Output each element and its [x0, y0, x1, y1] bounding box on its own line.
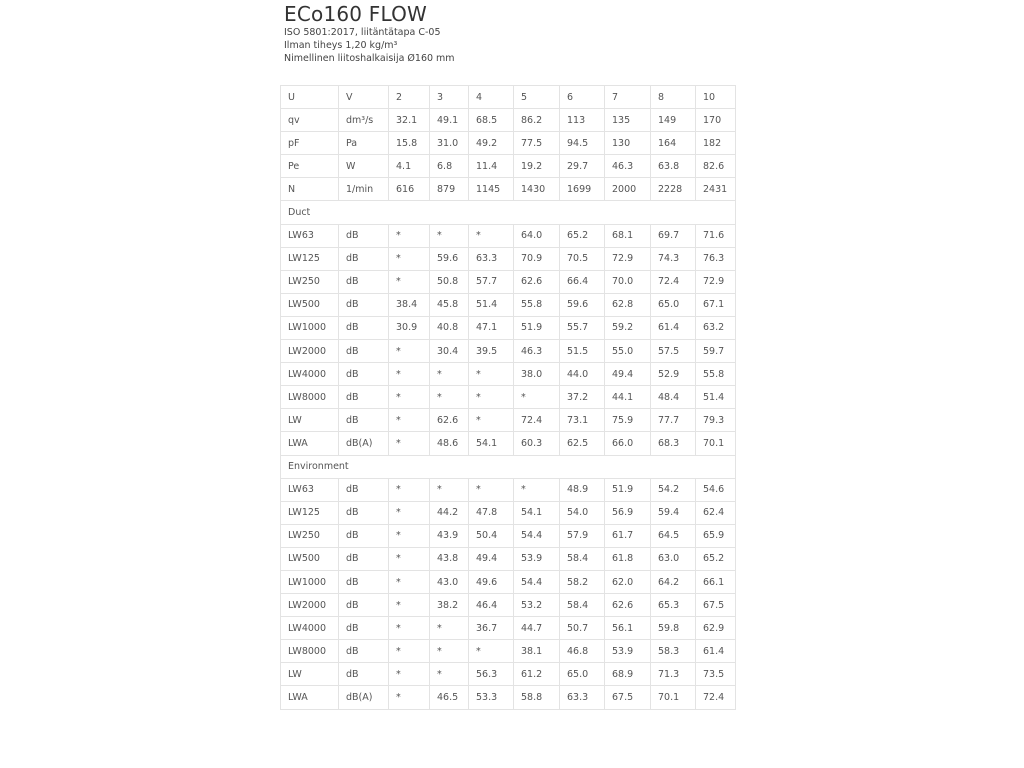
table-cell: LW4000	[281, 363, 339, 386]
header-cell: V	[339, 86, 389, 109]
table-row	[281, 316, 736, 339]
table-row	[281, 570, 736, 593]
table-row	[281, 155, 736, 178]
table-cell: dB	[339, 340, 389, 363]
table-row	[281, 224, 736, 247]
table-cell: 46.5	[430, 686, 469, 709]
table-cell: 59.2	[605, 316, 651, 339]
table-cell: 72.4	[696, 686, 736, 709]
table-cell: *	[389, 386, 430, 409]
table-cell: dB	[339, 547, 389, 570]
table-cell: 130	[605, 132, 651, 155]
performance-table-body	[281, 86, 736, 710]
table-cell: 65.2	[560, 224, 605, 247]
table-cell: 43.0	[430, 570, 469, 593]
table-cell: dB	[339, 617, 389, 640]
table-cell: 65.0	[651, 293, 696, 316]
table-cell: 15.8	[389, 132, 430, 155]
table-cell: 2228	[651, 178, 696, 201]
table-cell: 62.6	[430, 409, 469, 432]
table-cell: LW125	[281, 247, 339, 270]
table-row	[281, 617, 736, 640]
table-cell: 56.3	[469, 663, 514, 686]
table-cell: 30.9	[389, 316, 430, 339]
table-cell: 49.2	[469, 132, 514, 155]
section-label-environment: Environment	[281, 455, 736, 478]
table-cell: 63.2	[696, 316, 736, 339]
table-row	[281, 663, 736, 686]
section-label-duct: Duct	[281, 201, 736, 224]
product-title: ECo160 FLOW	[284, 2, 428, 26]
table-cell: dB	[339, 270, 389, 293]
table-cell: 50.8	[430, 270, 469, 293]
table-cell: 64.0	[514, 224, 560, 247]
table-cell: *	[389, 663, 430, 686]
table-cell: dB(A)	[339, 432, 389, 455]
table-row	[281, 386, 736, 409]
table-cell: LW	[281, 663, 339, 686]
table-cell: 50.7	[560, 617, 605, 640]
table-cell: *	[389, 570, 430, 593]
table-cell: *	[514, 478, 560, 501]
table-cell: 30.4	[430, 340, 469, 363]
table-row	[281, 270, 736, 293]
table-cell: 58.4	[560, 547, 605, 570]
table-cell: *	[389, 501, 430, 524]
table-cell: 1/min	[339, 178, 389, 201]
table-row	[281, 432, 736, 455]
table-cell: 72.9	[696, 270, 736, 293]
table-cell: 59.6	[430, 247, 469, 270]
table-cell: 71.6	[696, 224, 736, 247]
table-cell: 51.9	[605, 478, 651, 501]
table-cell: *	[469, 409, 514, 432]
table-cell: 1430	[514, 178, 560, 201]
table-cell: 43.9	[430, 524, 469, 547]
table-cell: 58.4	[560, 594, 605, 617]
table-cell: 61.4	[696, 640, 736, 663]
table-cell: 54.2	[651, 478, 696, 501]
table-cell: 51.4	[469, 293, 514, 316]
header-cell: 7	[605, 86, 651, 109]
table-cell: 46.3	[605, 155, 651, 178]
table-cell: 4.1	[389, 155, 430, 178]
table-cell: *	[389, 270, 430, 293]
table-cell: 70.1	[696, 432, 736, 455]
table-cell: *	[389, 594, 430, 617]
table-cell: 53.9	[605, 640, 651, 663]
performance-table	[280, 85, 736, 710]
table-cell: 1699	[560, 178, 605, 201]
table-cell: *	[389, 640, 430, 663]
table-cell: 73.5	[696, 663, 736, 686]
table-cell: 54.4	[514, 570, 560, 593]
table-cell: *	[469, 386, 514, 409]
table-cell: *	[389, 432, 430, 455]
table-cell: 86.2	[514, 109, 560, 132]
table-cell: dB	[339, 501, 389, 524]
table-row	[281, 293, 736, 316]
table-cell: 44.2	[430, 501, 469, 524]
table-row	[281, 524, 736, 547]
table-cell: pF	[281, 132, 339, 155]
table-cell: 94.5	[560, 132, 605, 155]
table-cell: 62.5	[560, 432, 605, 455]
table-cell: 60.3	[514, 432, 560, 455]
table-cell: 29.7	[560, 155, 605, 178]
table-cell: 71.3	[651, 663, 696, 686]
table-cell: 149	[651, 109, 696, 132]
table-cell: 53.9	[514, 547, 560, 570]
table-cell: 58.2	[560, 570, 605, 593]
table-cell: 38.2	[430, 594, 469, 617]
table-cell: 36.7	[469, 617, 514, 640]
table-cell: 58.8	[514, 686, 560, 709]
table-cell: 61.8	[605, 547, 651, 570]
table-cell: 48.4	[651, 386, 696, 409]
table-cell: 69.7	[651, 224, 696, 247]
table-cell: *	[389, 686, 430, 709]
table-cell: 65.3	[651, 594, 696, 617]
table-cell: 46.8	[560, 640, 605, 663]
table-cell: dm³/s	[339, 109, 389, 132]
table-cell: 62.6	[605, 594, 651, 617]
table-cell: LW125	[281, 501, 339, 524]
table-cell: 82.6	[696, 155, 736, 178]
table-cell: 49.1	[430, 109, 469, 132]
table-cell: W	[339, 155, 389, 178]
table-cell: 2431	[696, 178, 736, 201]
table-header-row	[281, 86, 736, 109]
table-cell: 76.3	[696, 247, 736, 270]
table-cell: 66.4	[560, 270, 605, 293]
table-cell: 50.4	[469, 524, 514, 547]
header-cell: 8	[651, 86, 696, 109]
table-cell: 65.9	[696, 524, 736, 547]
header-cell: U	[281, 86, 339, 109]
table-cell: qv	[281, 109, 339, 132]
table-cell: LWA	[281, 432, 339, 455]
table-cell: *	[389, 363, 430, 386]
table-row	[281, 109, 736, 132]
table-cell: 67.5	[605, 686, 651, 709]
table-cell: *	[469, 363, 514, 386]
table-cell: 51.5	[560, 340, 605, 363]
table-cell: dB	[339, 478, 389, 501]
table-cell: 38.4	[389, 293, 430, 316]
table-cell: 53.3	[469, 686, 514, 709]
table-cell: dB	[339, 594, 389, 617]
table-row	[281, 686, 736, 709]
table-cell: 57.5	[651, 340, 696, 363]
table-cell: 62.4	[696, 501, 736, 524]
table-cell: N	[281, 178, 339, 201]
table-row	[281, 363, 736, 386]
table-cell: 70.1	[651, 686, 696, 709]
table-cell: dB	[339, 663, 389, 686]
header-cell: 6	[560, 86, 605, 109]
table-cell: dB	[339, 570, 389, 593]
table-cell: *	[389, 247, 430, 270]
table-cell: LW8000	[281, 640, 339, 663]
table-cell: 54.1	[469, 432, 514, 455]
table-cell: 61.2	[514, 663, 560, 686]
table-cell: 1145	[469, 178, 514, 201]
table-cell: LW8000	[281, 386, 339, 409]
table-cell: 72.4	[514, 409, 560, 432]
table-cell: 49.4	[605, 363, 651, 386]
table-cell: Pa	[339, 132, 389, 155]
table-cell: 68.5	[469, 109, 514, 132]
table-cell: 11.4	[469, 155, 514, 178]
table-cell: 62.9	[696, 617, 736, 640]
table-cell: 72.4	[651, 270, 696, 293]
table-cell: 55.0	[605, 340, 651, 363]
table-cell: *	[430, 478, 469, 501]
table-cell: 19.2	[514, 155, 560, 178]
table-cell: 70.0	[605, 270, 651, 293]
table-cell: 135	[605, 109, 651, 132]
table-cell: *	[469, 640, 514, 663]
table-cell: 63.8	[651, 155, 696, 178]
table-cell: 2000	[605, 178, 651, 201]
table-cell: Pe	[281, 155, 339, 178]
table-cell: 113	[560, 109, 605, 132]
table-cell: 54.0	[560, 501, 605, 524]
table-cell: 51.4	[696, 386, 736, 409]
table-cell: LW2000	[281, 340, 339, 363]
table-cell: 49.6	[469, 570, 514, 593]
table-cell: 77.5	[514, 132, 560, 155]
table-cell: LW1000	[281, 316, 339, 339]
table-cell: 37.2	[560, 386, 605, 409]
table-cell: 879	[430, 178, 469, 201]
table-cell: *	[430, 224, 469, 247]
table-cell: 46.4	[469, 594, 514, 617]
table-cell: 61.7	[605, 524, 651, 547]
table-cell: 170	[696, 109, 736, 132]
table-cell: LW250	[281, 270, 339, 293]
table-cell: 64.2	[651, 570, 696, 593]
header-cell: 10	[696, 86, 736, 109]
table-cell: LW2000	[281, 594, 339, 617]
table-cell: 53.2	[514, 594, 560, 617]
table-row	[281, 132, 736, 155]
standard-line: ISO 5801:2017, liitäntätapa C-05	[284, 27, 441, 38]
table-cell: 63.0	[651, 547, 696, 570]
table-cell: 44.1	[605, 386, 651, 409]
table-cell: dB	[339, 524, 389, 547]
table-cell: LW4000	[281, 617, 339, 640]
table-row	[281, 178, 736, 201]
table-cell: 52.9	[651, 363, 696, 386]
table-cell: 67.1	[696, 293, 736, 316]
table-cell: *	[430, 617, 469, 640]
table-cell: dB	[339, 247, 389, 270]
table-cell: 59.6	[560, 293, 605, 316]
table-row	[281, 409, 736, 432]
table-cell: 61.4	[651, 316, 696, 339]
section-label-environment-row	[281, 455, 736, 478]
table-cell: 55.8	[696, 363, 736, 386]
table-cell: 31.0	[430, 132, 469, 155]
table-cell: 48.9	[560, 478, 605, 501]
table-cell: *	[389, 340, 430, 363]
table-row	[281, 247, 736, 270]
table-cell: *	[430, 640, 469, 663]
table-cell: 70.5	[560, 247, 605, 270]
table-cell: 62.6	[514, 270, 560, 293]
table-cell: 38.1	[514, 640, 560, 663]
table-cell: 62.0	[605, 570, 651, 593]
table-cell: LW250	[281, 524, 339, 547]
table-cell: *	[389, 478, 430, 501]
document-header	[284, 2, 455, 65]
table-cell: *	[430, 663, 469, 686]
table-cell: 54.1	[514, 501, 560, 524]
header-cell: 4	[469, 86, 514, 109]
table-cell: 6.8	[430, 155, 469, 178]
table-cell: 70.9	[514, 247, 560, 270]
table-cell: 63.3	[469, 247, 514, 270]
table-cell: 65.2	[696, 547, 736, 570]
table-cell: LW	[281, 409, 339, 432]
table-cell: 56.1	[605, 617, 651, 640]
table-cell: *	[389, 409, 430, 432]
section-label-duct-row	[281, 201, 736, 224]
table-cell: dB	[339, 316, 389, 339]
table-cell: 54.4	[514, 524, 560, 547]
table-cell: 55.7	[560, 316, 605, 339]
table-cell: 73.1	[560, 409, 605, 432]
table-cell: 66.0	[605, 432, 651, 455]
table-cell: *	[389, 547, 430, 570]
header-cell: 3	[430, 86, 469, 109]
table-cell: 44.7	[514, 617, 560, 640]
table-cell: 47.1	[469, 316, 514, 339]
table-cell: LW63	[281, 224, 339, 247]
table-cell: 49.4	[469, 547, 514, 570]
table-cell: 182	[696, 132, 736, 155]
air-density-line: Ilman tiheys 1,20 kg/m³	[284, 40, 398, 51]
table-cell: *	[389, 224, 430, 247]
table-cell: dB	[339, 224, 389, 247]
header-cell: 2	[389, 86, 430, 109]
table-row	[281, 478, 736, 501]
table-cell: LW500	[281, 293, 339, 316]
table-cell: 62.8	[605, 293, 651, 316]
table-cell: 51.9	[514, 316, 560, 339]
table-cell: 65.0	[560, 663, 605, 686]
table-cell: 55.8	[514, 293, 560, 316]
table-cell: 47.8	[469, 501, 514, 524]
table-cell: 68.1	[605, 224, 651, 247]
table-cell: 39.5	[469, 340, 514, 363]
table-cell: 67.5	[696, 594, 736, 617]
table-cell: LW500	[281, 547, 339, 570]
table-cell: LWA	[281, 686, 339, 709]
table-cell: 66.1	[696, 570, 736, 593]
table-cell: 75.9	[605, 409, 651, 432]
table-cell: 48.6	[430, 432, 469, 455]
table-cell: 56.9	[605, 501, 651, 524]
table-cell: 44.0	[560, 363, 605, 386]
table-row	[281, 340, 736, 363]
table-cell: 54.6	[696, 478, 736, 501]
table-cell: *	[389, 617, 430, 640]
table-cell: 57.9	[560, 524, 605, 547]
table-cell: dB	[339, 363, 389, 386]
table-cell: 40.8	[430, 316, 469, 339]
table-cell: 72.9	[605, 247, 651, 270]
table-cell: dB(A)	[339, 686, 389, 709]
table-cell: *	[430, 363, 469, 386]
table-cell: dB	[339, 293, 389, 316]
table-cell: dB	[339, 640, 389, 663]
table-cell: *	[389, 524, 430, 547]
table-cell: 59.4	[651, 501, 696, 524]
table-cell: 59.7	[696, 340, 736, 363]
table-cell: 63.3	[560, 686, 605, 709]
table-row	[281, 594, 736, 617]
table-row	[281, 640, 736, 663]
table-cell: LW63	[281, 478, 339, 501]
table-cell: LW1000	[281, 570, 339, 593]
table-cell: 32.1	[389, 109, 430, 132]
table-cell: 68.9	[605, 663, 651, 686]
table-cell: 58.3	[651, 640, 696, 663]
table-cell: dB	[339, 409, 389, 432]
header-cell: 5	[514, 86, 560, 109]
table-cell: 64.5	[651, 524, 696, 547]
table-cell: 79.3	[696, 409, 736, 432]
table-cell: 38.0	[514, 363, 560, 386]
table-cell: 616	[389, 178, 430, 201]
table-cell: 59.8	[651, 617, 696, 640]
table-cell: 46.3	[514, 340, 560, 363]
table-cell: *	[514, 386, 560, 409]
table-cell: *	[469, 478, 514, 501]
table-cell: 164	[651, 132, 696, 155]
table-cell: 74.3	[651, 247, 696, 270]
table-cell: 43.8	[430, 547, 469, 570]
table-cell: 68.3	[651, 432, 696, 455]
table-cell: *	[469, 224, 514, 247]
table-cell: dB	[339, 386, 389, 409]
table-cell: 77.7	[651, 409, 696, 432]
nominal-diameter-line: Nimellinen liitoshalkaisija Ø160 mm	[284, 53, 455, 64]
table-row	[281, 501, 736, 524]
table-cell: 45.8	[430, 293, 469, 316]
table-cell: *	[430, 386, 469, 409]
table-cell: 57.7	[469, 270, 514, 293]
table-row	[281, 547, 736, 570]
